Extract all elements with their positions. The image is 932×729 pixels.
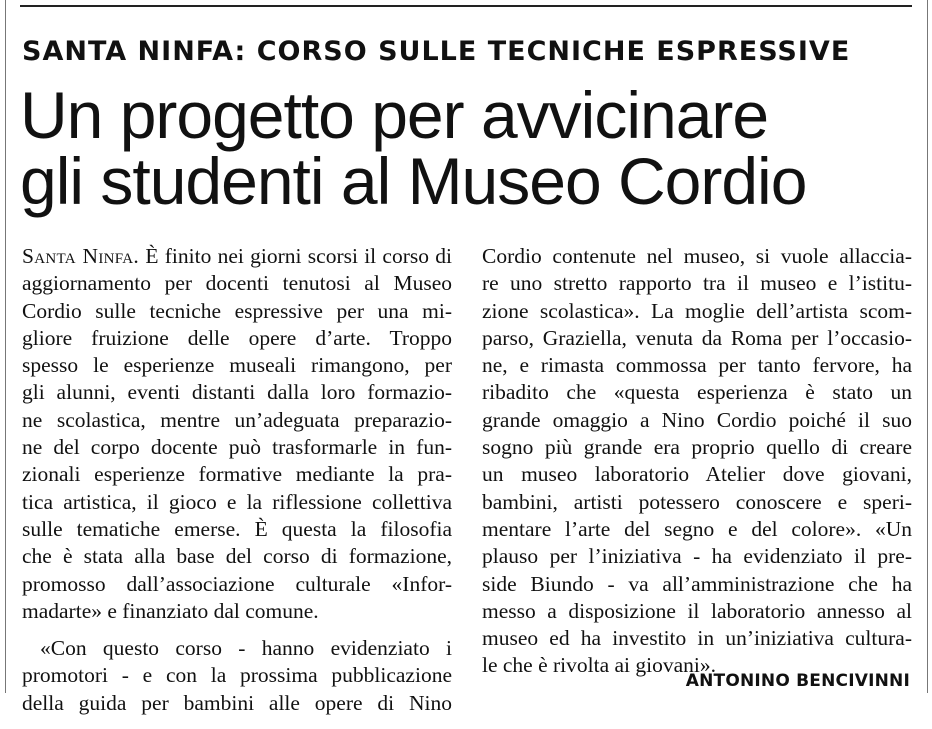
article-column-right <box>482 243 912 680</box>
body-line: ne del corpo docente può trasformarle in fun- <box>22 435 452 460</box>
body-line: gliore fruizione delle opere d’arte. Troppo <box>22 325 452 350</box>
body-line: sulle tematiche emerse. È questa la filosofia <box>22 516 452 541</box>
headline-line-1: Un progetto per avvicinare <box>20 78 769 152</box>
body-line: parso, Graziella, venuta da Roma per l’occasio- <box>482 325 912 350</box>
body-line: spesso le esperienze museali rimangono, per <box>22 353 452 378</box>
body-line: museo ed ha investito in un’iniziativa cultura- <box>482 626 912 651</box>
right-border <box>927 0 928 693</box>
body-line: tica artistica, il gioco e la riflessione collettiva <box>22 489 452 514</box>
body-line: ne, e rimasta commossa per tanto fervore, ha <box>482 353 912 378</box>
article-headline <box>20 78 910 218</box>
body-line: madarte» e finanziato dal comune. <box>22 598 319 623</box>
article-kicker: SANTA NINFA: CORSO SULLE TECNICHE ESPRESSIVE <box>22 36 851 67</box>
body-line: ne scolastica, mentre un’adeguata preparazio- <box>22 407 452 432</box>
body-line: promosso dall’associazione culturale «Infor- <box>22 571 452 596</box>
body-line: messo a disposizione il laboratorio annesso al <box>482 598 912 623</box>
body-line: della guida per bambini alle opere di Nino <box>22 690 452 715</box>
body-line: un museo laboratorio Atelier dove giovani, <box>482 462 912 487</box>
body-line-text: È finito nei giorni scorsi il corso di <box>145 244 452 268</box>
top-rule <box>20 5 912 7</box>
body-line: le che è rivolta ai giovani». <box>482 653 717 678</box>
dateline: Santa Ninfa. <box>22 244 140 268</box>
body-line: «Con questo corso - hanno evidenziato i <box>40 636 452 661</box>
left-border <box>5 0 6 693</box>
body-line: Cordio sulle tecniche espressive per una mi- <box>22 298 452 323</box>
body-line: sogno più grande era proprio quello di creare <box>482 435 912 460</box>
body-line: side Biundo - va all’amministrazione che ha <box>482 571 912 596</box>
body-line: zionali esperienze formative mediante la pra- <box>22 462 452 487</box>
body-line: zione scolastica». La moglie dell’artista scom- <box>482 298 912 323</box>
body-line: grande omaggio a Nino Cordio poiché il suo <box>482 407 912 432</box>
body-line: ribadito che «questa esperienza è stato un <box>482 380 912 405</box>
body-line: re uno stretto rapporto tra il museo e l’istitu- <box>482 271 912 296</box>
article-column-left <box>22 243 452 717</box>
body-line <box>22 243 452 270</box>
body-line: promotori - e con la prossima pubblicazione <box>22 663 452 688</box>
body-line: aggiornamento per docenti tenutosi al Museo <box>22 271 452 296</box>
body-line: plauso per l’iniziativa - ha evidenziato il pre- <box>482 544 912 569</box>
body-line: Cordio contenute nel museo, si vuole allaccia- <box>482 244 912 268</box>
body-line: bambini, artisti potessero conoscere e speri- <box>482 489 912 514</box>
body-line: gli alunni, eventi distanti dalla loro formazio- <box>22 380 452 405</box>
author-byline: ANTONINO BENCIVINNI <box>685 671 910 691</box>
body-line: mentare l’arte del segno e del colore». «Un <box>482 516 912 541</box>
body-line: che è stata alla base del corso di formazione, <box>22 544 452 569</box>
headline-line-2: gli studenti al Museo Cordio <box>20 144 807 218</box>
